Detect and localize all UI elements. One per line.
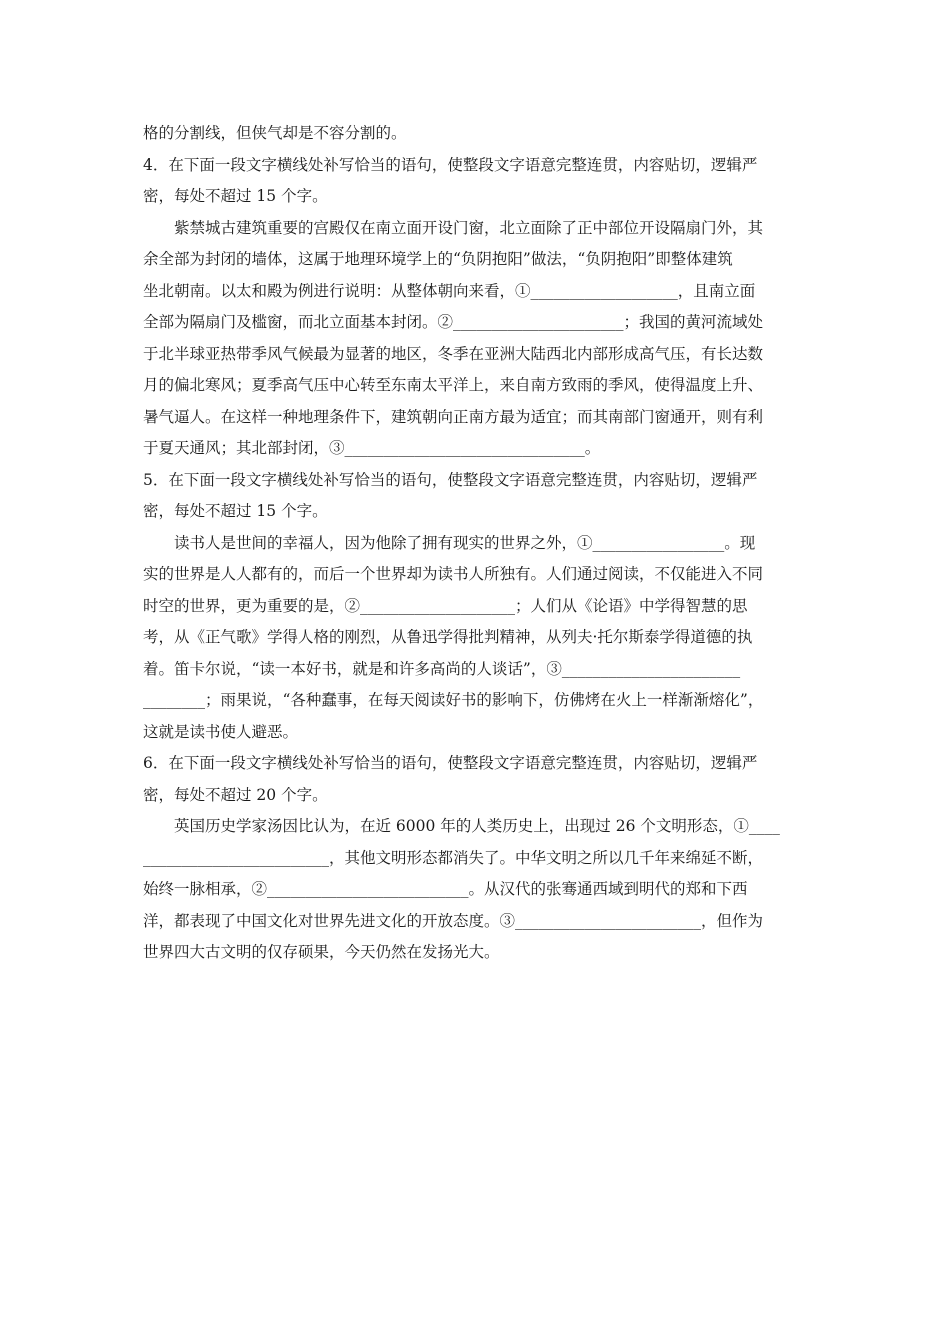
q5-passage-line-7: 这就是读书使人避恶。: [143, 722, 299, 741]
question-6: [143, 748, 811, 969]
q6-instruction-cont: 密，每处不超过 20 个字。: [143, 785, 328, 804]
q4-instruction-cont: 密，每处不超过 15 个字。: [143, 187, 328, 205]
q6-passage-line-1: 英国历史学家汤因比认为，在近 6000 年的人类历史上，出现过 26 个文明形态，①____: [174, 817, 780, 835]
q4-passage-line-4: 全部为隔扇门及槛窗，而北立面基本封闭。②______________________；我国的黄河流域处: [143, 313, 764, 331]
q4-instruction: 4．在下面一段文字横线处补写恰当的语句，使整段文字语意完整连贯，内容贴切，逻辑严: [143, 155, 758, 174]
q6-instruction: 6．在下面一段文字横线处补写恰当的语句，使整段文字语意完整连贯，内容贴切，逻辑严: [143, 754, 758, 772]
q5-instruction: 5．在下面一段文字横线处补写恰当的语句，使整段文字语意完整连贯，内容贴切，逻辑严: [143, 470, 758, 489]
q6-passage-line-5: 世界四大古文明的仅存硕果，今天仍然在发扬光大。: [143, 943, 500, 961]
q5-passage-line-5: 着。笛卡尔说，“读一本好书，就是和许多高尚的人谈话”，③_______________________: [143, 659, 741, 678]
q4-passage-line-2: 余全部为封闭的墙体，这属于地理环境学上的“负阴抱阳”做法，“负阴抱阳”即整体建筑: [143, 250, 733, 268]
q5-passage-line-3: 时空的世界，更为重要的是，②____________________；人们从《论语》中学得智慧的思: [143, 596, 748, 615]
q5-instruction-cont: 密，每处不超过 15 个字。: [143, 502, 328, 520]
q5-passage-line-4: 考，从《正气歌》学得人格的刚烈，从鲁迅学得批判精神，从列夫·托尔斯泰学得道德的执: [143, 628, 753, 646]
q5-passage-line-2: 实的世界是人人都有的，而后一个世界却为读书人所独有。人们通过阅读，不仅能进入不同: [143, 565, 764, 583]
question-5: [143, 465, 811, 749]
q4-passage-line-3: 坐北朝南。以太和殿为例进行说明：从整体朝向来看，①___________________，且南立面: [143, 281, 756, 300]
document-page: [143, 118, 811, 969]
q4-passage-line-1: 紫禁城古建筑重要的宫殿仅在南立面开设门窗，北立面除了正中部位开设隔扇门外，其: [174, 218, 764, 237]
q6-passage-line-2: ________________________，其他文明形态都消失了。中华文明之所以几千年来绵延不断，: [143, 848, 764, 867]
q4-passage-line-5: 于北半球亚热带季风气候最为显著的地区，冬季在亚洲大陆西北内部形成高气压，有长达数: [143, 344, 764, 363]
q4-passage-line-8: 于夏天通风；其北部封闭，③_______________________________。: [143, 439, 601, 457]
q5-passage-line-6: ________；雨果说，“各种蠢事，在每天阅读好书的影响下，仿佛烤在火上一样渐渐熔化”，: [143, 691, 764, 709]
q5-passage-line-1: 读书人是世间的幸福人，因为他除了拥有现实的世界之外，①_________________。现: [174, 533, 756, 552]
q4-passage-line-6: 月的偏北寒风；夏季高气压中心转至东南太平洋上，来自南方致雨的季风，使得温度上升、: [143, 376, 764, 394]
question-4: [143, 150, 811, 465]
q6-passage-line-3: 始终一脉相承，②__________________________。从汉代的张骞通西域到明代的郑和下西: [143, 880, 748, 898]
q4-passage-line-7: 暑气逼人。在这样一种地理条件下，建筑朝向正南方最为适宜；而其南部门窗通开，则有利: [143, 407, 764, 426]
q6-passage-line-4: 洋，都表现了中国文化对世界先进文化的开放态度。③________________________，但作为: [143, 911, 764, 930]
intro-tail-line: 格的分割线，但侠气却是不容分割的。: [143, 124, 407, 142]
